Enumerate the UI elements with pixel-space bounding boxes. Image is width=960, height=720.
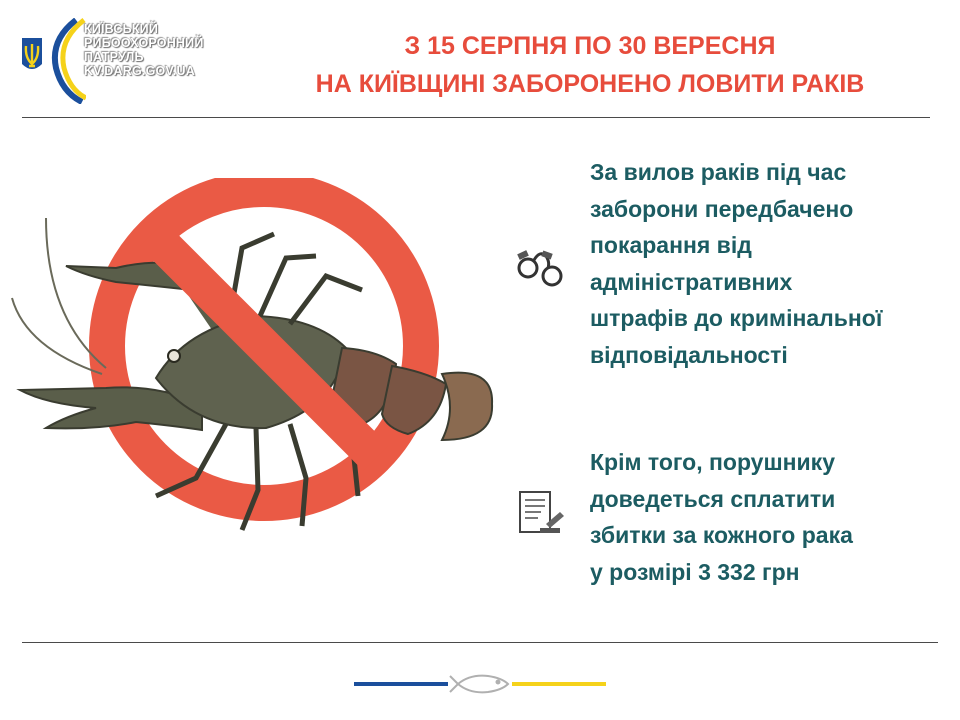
top-divider (22, 117, 930, 118)
punishment-paragraph: За вилов раків під час заборони передбачено покарання від адміністративних штрафів до кримінальної відповідальності (590, 159, 883, 368)
logo-text (84, 22, 254, 78)
crayfish-icon (12, 218, 492, 530)
fine-document-icon (516, 490, 568, 538)
damages-paragraph: Крім того, порушнику доведеться сплатити збитки за кожного рака у розмірі 3 332 грн (590, 449, 853, 585)
logo (18, 14, 238, 94)
trident-icon (18, 36, 46, 76)
footer-flag-fish (350, 668, 610, 702)
handcuffs-icon (514, 240, 566, 292)
logo-line-3: ПАТРУЛЬ (84, 50, 144, 64)
logo-line-2: РИБООХОРОННИЙ (84, 36, 204, 50)
logo-line-1: КИЇВСЬКИЙ (84, 22, 159, 36)
flag-yellow-stripe (512, 682, 606, 686)
bottom-divider (22, 642, 938, 643)
logo-arc (46, 18, 86, 104)
page-title-line-1: З 15 СЕРПНЯ ПО 30 ВЕРЕСНЯ (404, 32, 776, 60)
flag-blue-stripe (354, 682, 448, 686)
logo-url: KV.DARG.GOV.UA (84, 64, 195, 78)
page-title-line-2: НА КИЇВЩИНІ ЗАБОРОНЕНО ЛОВИТИ РАКІВ (315, 70, 865, 98)
fish-icon (450, 676, 508, 693)
crayfish-prohibited-icon (6, 178, 496, 558)
